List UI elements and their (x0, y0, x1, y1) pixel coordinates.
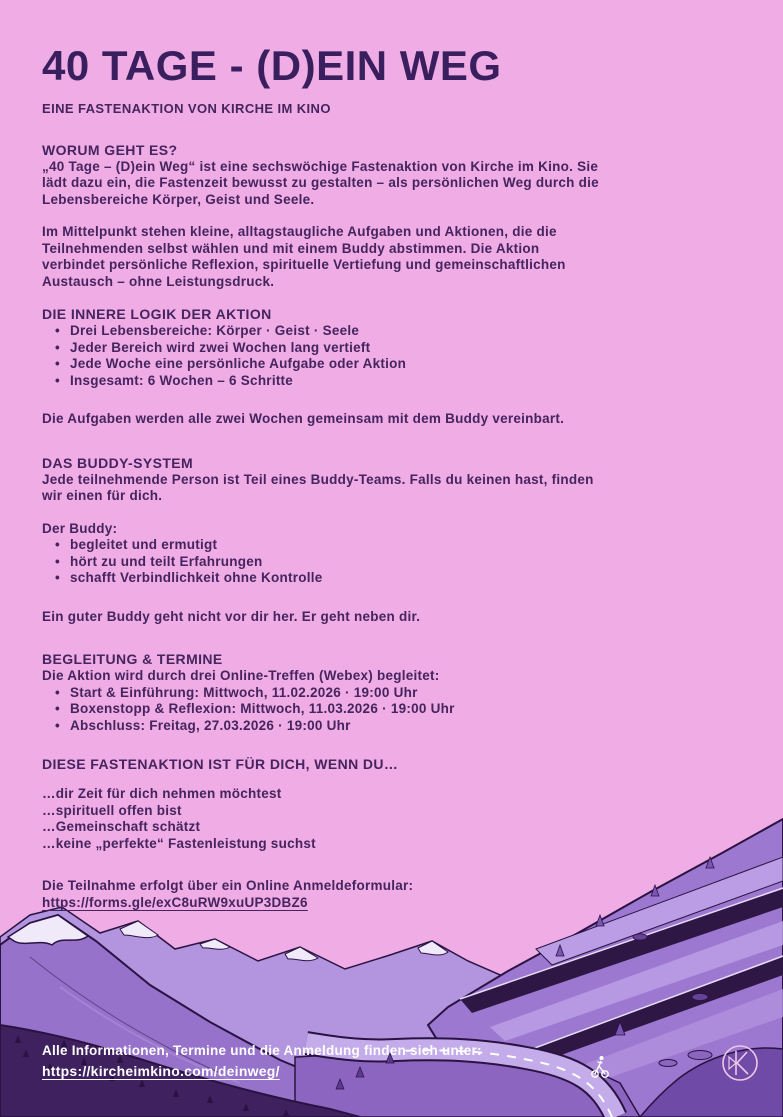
section-anmeldung (42, 878, 757, 911)
section-termine (42, 651, 757, 734)
paragraph (42, 159, 757, 209)
bullet-item: • Jede Woche eine persönliche Aufgabe oder Aktion (42, 356, 757, 373)
section-zielgruppe (42, 756, 757, 852)
paragraph (42, 472, 757, 505)
bullet-list (42, 685, 757, 735)
bullet-item: • Jeder Bereich wird zwei Wochen lang vertieft (42, 340, 757, 357)
bullet-item: • begleitet und ermutigt (42, 537, 757, 554)
paragraph-line: …Gemeinschaft schätzt (42, 819, 201, 834)
bullet-item: • Insgesamt: 6 Wochen – 6 Schritte (42, 373, 757, 390)
note: Die Aufgaben werden alle zwei Wochen gemeinsam mit dem Buddy vereinbart. (42, 411, 565, 426)
paragraph-line: …spirituell offen bist (42, 802, 182, 818)
paragraph-line: Lebensbereiche Körper, Geist und Seele. (42, 191, 315, 207)
flyer-content (42, 0, 757, 911)
footer-info: Alle Informationen, Termine und die Anmeldung finden sich unter: (42, 1043, 482, 1058)
section-heading: BEGLEITUNG & TERMINE (42, 651, 223, 667)
section-heading: DAS BUDDY-SYSTEM (42, 454, 194, 471)
signup-intro: Die Teilnahme erfolgt über ein Online Anmeldeformular: (42, 878, 414, 893)
page-subtitle: EINE FASTENAKTION VON KIRCHE IM KINO (42, 101, 331, 116)
bullet-item: • Start & Einführung: Mittwoch, 11.02.2026 · 19:00 Uhr (42, 685, 757, 702)
section-buddy (42, 455, 757, 626)
bullet-list (42, 537, 757, 587)
bullet-list (42, 323, 757, 389)
note: Ein guter Buddy geht nicht vor dir her. Er geht neben dir. (42, 608, 421, 624)
bullet-item: • schafft Verbindlichkeit ohne Kontrolle (42, 570, 757, 587)
paragraph-line: …keine „perfekte“ Fastenleistung suchst (42, 835, 316, 851)
paragraph-line: lädt dazu ein, die Fastenzeit bewusst zu gestalten – als persönlichen Weg durch die (42, 175, 599, 190)
footer (42, 1040, 482, 1082)
paragraph-line: „40 Tage – (D)ein Weg“ ist eine sechswöchige Fastenaktion von Kirche im Kino. Sie (42, 158, 599, 174)
section-heading: WORUM GEHT ES? (42, 141, 178, 158)
paragraph-line: wir einen für dich. (42, 488, 163, 503)
bullet-item: • hört zu und teilt Erfahrungen (42, 554, 757, 571)
paragraph (42, 786, 757, 852)
paragraph-line: Im Mittelpunkt stehen kleine, alltagstaugliche Aufgaben und Aktionen, die die (42, 224, 557, 239)
section-heading: DIE INNERE LOGIK DER AKTION (42, 306, 272, 322)
bullet-item: • Abschluss: Freitag, 27.03.2026 · 19:00 Uhr (42, 718, 757, 735)
paragraph-line: Jede teilnehmende Person ist Teil eines Buddy-Teams. Falls du keinen hast, finden (42, 471, 594, 487)
signup-form-link[interactable]: https://forms.gle/exC8uRW9xuUP3DBZ6 (42, 894, 308, 910)
section-worum (42, 142, 757, 291)
footer-link[interactable]: https://kircheimkino.com/deinweg/ (42, 1063, 280, 1079)
list-title: Der Buddy: (42, 520, 118, 536)
paragraph (42, 224, 757, 290)
paragraph-line: …dir Zeit für dich nehmen möchtest (42, 786, 282, 801)
paragraph-line: Austausch – ohne Leistungsdruck. (42, 273, 275, 289)
bullet-item: • Boxenstopp & Reflexion: Mittwoch, 11.03.2026 · 19:00 Uhr (42, 701, 757, 718)
section-heading: DIESE FASTENAKTION IST FÜR DICH, WENN DU… (42, 756, 399, 772)
page-title: 40 TAGE - (D)EIN WEG (42, 42, 502, 89)
paragraph-line: Die Aktion wird durch drei Online-Treffen (Webex) begleitet: (42, 668, 440, 683)
paragraph-line: Teilnehmenden selbst wählen und mit einem Buddy abstimmen. Die Aktion (42, 240, 540, 256)
bullet-item: • Drei Lebensbereiche: Körper · Geist · Seele (42, 323, 757, 340)
section-logik (42, 306, 757, 428)
paragraph-line: verbindet persönliche Reflexion, spirituelle Vertiefung und gemeinschaftlichen (42, 257, 566, 272)
